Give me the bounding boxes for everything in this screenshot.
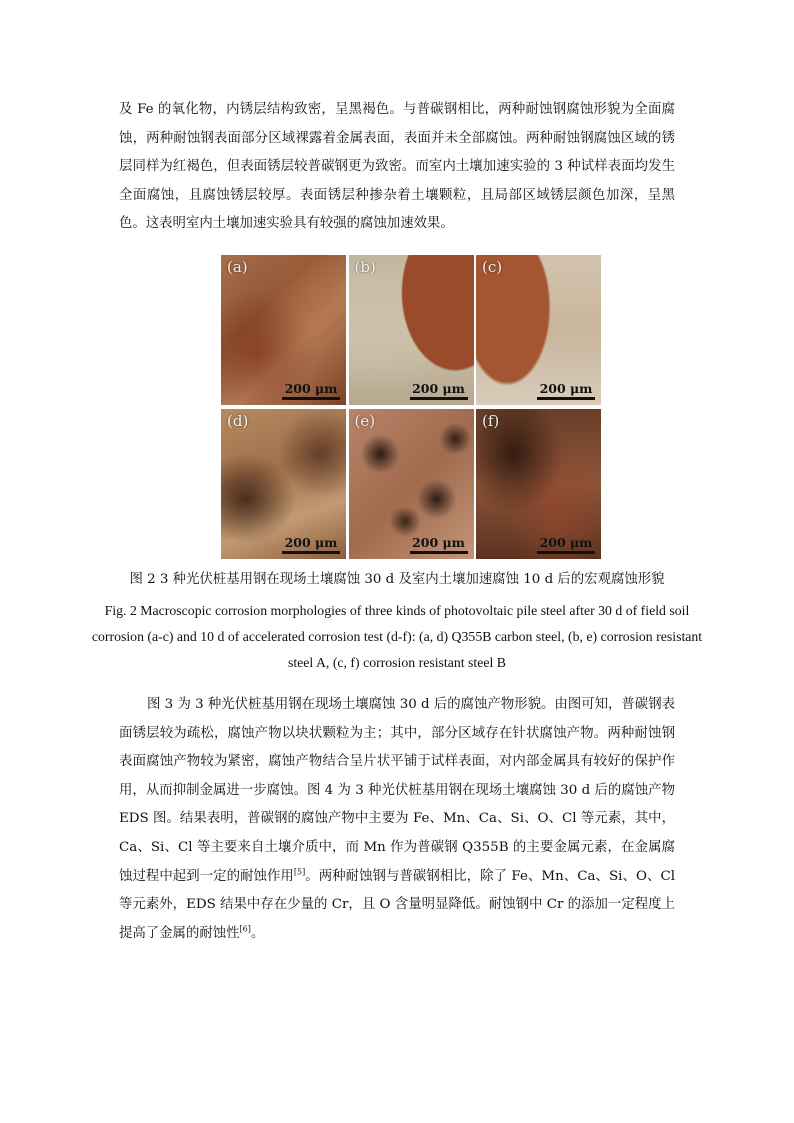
panel-d-scale-label: 200 μm [284,535,338,550]
panel-e-scale-label: 200 μm [412,535,465,550]
panel-c-scale-bar [537,382,595,400]
panel-d-scale-bar [282,536,340,554]
panel-b-scale-label: 200 μm [412,381,465,396]
panel-f-scale-label: 200 μm [539,535,593,550]
panel-c-image [476,255,601,405]
panel-c-label: (c) [482,258,503,276]
panel-c-scale-label: 200 μm [539,381,593,396]
panel-f-scale-bar [537,536,595,554]
panel-e-scale-bar [410,536,468,554]
panel-a-scale-bar [282,382,340,400]
panel-d-image [221,409,346,559]
paragraph-2-text-end: 。 [250,925,265,941]
paragraph-2-text-b: 。两种耐蚀钢与普碳钢相比，除了 Fe、Mn、Ca、Si、O、Cl 等元素外，EDS 结果中存在少量的 Cr，且 O 含量明显降低。耐蚀钢中 Cr 的添加一定程度上提高了金属的耐蚀性 [119,868,675,941]
panel-a-scale-label: 200 μm [284,381,338,396]
figure-caption-english: Fig. 2 Macroscopic corrosion morphologies of three kinds of photovoltaic pile steel after 30 d of field soil corrosion (a-c) and 10 d of accelerated corrosion test (d-f): (a, d) Q355B carbon steel, (b, e) corrosion resistant steel A, (c, f) corrosion resistant steel B [91,603,703,670]
panel-d-label: (d) [227,412,249,430]
paragraph-2-text-a: 图 3 为 3 种光伏桩基用钢在现场土壤腐蚀 30 d 后的腐蚀产物形貌。由图可知，普碳钢表面锈层较为疏松，腐蚀产物以块状颗粒为主；其中，部分区域存在针状腐蚀产物。两种耐蚀钢表面腐蚀产物较为紧密，腐蚀产物结合呈片状平铺于试样表面，对内部金属具有较好的保护作用，从而抑制金属进一步腐蚀。图 4 为 3 种光伏桩基用钢在现场土壤腐蚀 30 d 后的腐蚀产物 EDS 图。结果表明，普碳钢的腐蚀产物中主要为 Fe、Mn、Ca、Si、O、Cl 等元素，其中，Ca、Si、Cl 等主要来自土壤介质中，而 Mn 作为普碳钢 Q355B 的主要金属元素，在金属腐蚀过程中起到一定的耐蚀作用 [119,697,675,884]
panel-b-image [349,255,474,405]
panel-b-label: (b) [354,258,376,276]
body-paragraph-2 [119,691,675,948]
figure-caption-chinese: 图 2 3 种光伏桩基用钢在现场土壤腐蚀 30 d 及室内土壤加速腐蚀 10 d 后的宏观腐蚀形貌 [129,572,665,587]
citation-5: [5] [293,867,306,877]
citation-6: [6] [239,924,251,934]
panel-e-label: (e) [354,412,376,430]
panel-b-scale-bar [410,382,468,400]
panel-e-image [349,409,474,559]
body-paragraph-1: 及 Fe 的氧化物，内锈层结构致密，呈黑褐色。与普碳钢相比，两种耐蚀钢腐蚀形貌为全面腐蚀，两种耐蚀钢表面部分区域裸露着金属表面，表面并未全部腐蚀。两种耐蚀钢腐蚀区域的锈层同样为红褐色，但表面锈层较普碳钢更为致密。而室内土壤加速实验的 3 种试样表面均发生全面腐蚀，且腐蚀锈层较厚。表面锈层种掺杂着土壤颗粒，且局部区域锈层颜色加深，呈黑色。这表明室内土壤加速实验具有较强的腐蚀加速效果。 [119,102,675,232]
panel-f-image [476,409,601,559]
figure-2-micrograph-grid [221,255,601,559]
panel-f-label: (f) [482,412,500,430]
panel-a-image [221,255,346,405]
panel-a-label: (a) [227,258,248,276]
